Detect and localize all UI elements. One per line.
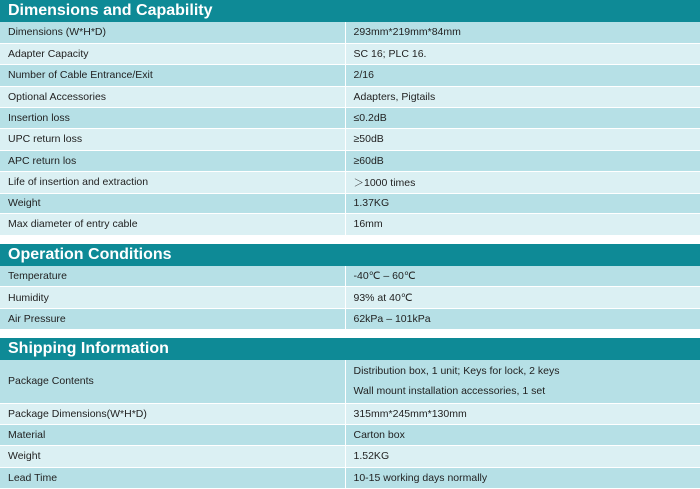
row-label: Weight	[0, 445, 345, 467]
row-label: Optional Accessories	[0, 86, 345, 107]
row-label: Life of insertion and extraction	[0, 171, 345, 193]
row-value: 10-15 working days normally	[345, 467, 700, 488]
row-label: Dimensions (W*H*D)	[0, 22, 345, 43]
section-gap	[0, 330, 700, 338]
row-value: -40℃ – 60℃	[345, 266, 700, 287]
table-row	[0, 266, 700, 287]
row-value-line: Distribution box, 1 unit; Keys for lock, 2 keys	[353, 365, 560, 378]
row-label: Air Pressure	[0, 309, 345, 330]
table-row	[0, 403, 700, 424]
row-label: APC return los	[0, 150, 345, 171]
table-row	[0, 43, 700, 64]
section-gap	[0, 236, 700, 244]
row-value: Adapters, Pigtails	[345, 86, 700, 107]
row-value: Carton box	[345, 424, 700, 445]
row-label: Insertion loss	[0, 107, 345, 128]
row-label: Package Contents	[0, 360, 345, 403]
section-header-operation	[0, 244, 700, 266]
row-value	[345, 360, 700, 403]
section-header-shipping	[0, 338, 700, 360]
row-value: 1.52KG	[345, 445, 700, 467]
row-value: ≥50dB	[345, 128, 700, 150]
row-label: Number of Cable Entrance/Exit	[0, 64, 345, 86]
table-row	[0, 22, 700, 43]
row-label: Material	[0, 424, 345, 445]
row-value: 2/16	[345, 64, 700, 86]
table-row	[0, 287, 700, 309]
section-header-dimensions	[0, 0, 700, 22]
row-value: 93% at 40℃	[345, 287, 700, 309]
row-value: ≤0.2dB	[345, 107, 700, 128]
table-row	[0, 107, 700, 128]
section-title: Operation Conditions	[8, 245, 172, 263]
table-row	[0, 309, 700, 330]
table-row	[0, 150, 700, 171]
table-row	[0, 193, 700, 213]
row-label: Temperature	[0, 266, 345, 287]
row-value: SC 16; PLC 16.	[345, 43, 700, 64]
table-row	[0, 445, 700, 467]
table-row	[0, 360, 700, 403]
section-title: Shipping Information	[8, 340, 169, 357]
row-value: 16mm	[345, 213, 700, 235]
row-value: 1.37KG	[345, 193, 700, 213]
operation-table	[0, 266, 700, 331]
row-label: UPC return loss	[0, 128, 345, 150]
table-row	[0, 64, 700, 86]
row-value: ≥60dB	[345, 150, 700, 171]
table-row	[0, 213, 700, 235]
dimensions-table	[0, 22, 700, 236]
shipping-table	[0, 360, 700, 489]
table-row	[0, 171, 700, 193]
row-label: Package Dimensions(W*H*D)	[0, 403, 345, 424]
row-label: Humidity	[0, 287, 345, 309]
table-row	[0, 128, 700, 150]
row-label: Max diameter of entry cable	[0, 213, 345, 235]
section-title: Dimensions and Capability	[8, 2, 213, 19]
table-row	[0, 86, 700, 107]
row-value-line: Wall mount installation accessories, 1 set	[353, 385, 546, 398]
row-value: 315mm*245mm*130mm	[345, 403, 700, 424]
table-row	[0, 467, 700, 488]
table-row	[0, 424, 700, 445]
row-label: Lead Time	[0, 467, 345, 488]
row-label: Weight	[0, 193, 345, 213]
row-label: Adapter Capacity	[0, 43, 345, 64]
row-value: 62kPa – 101kPa	[345, 309, 700, 330]
row-value: 293mm*219mm*84mm	[345, 22, 700, 43]
row-value: ＞1000 times	[345, 171, 700, 193]
